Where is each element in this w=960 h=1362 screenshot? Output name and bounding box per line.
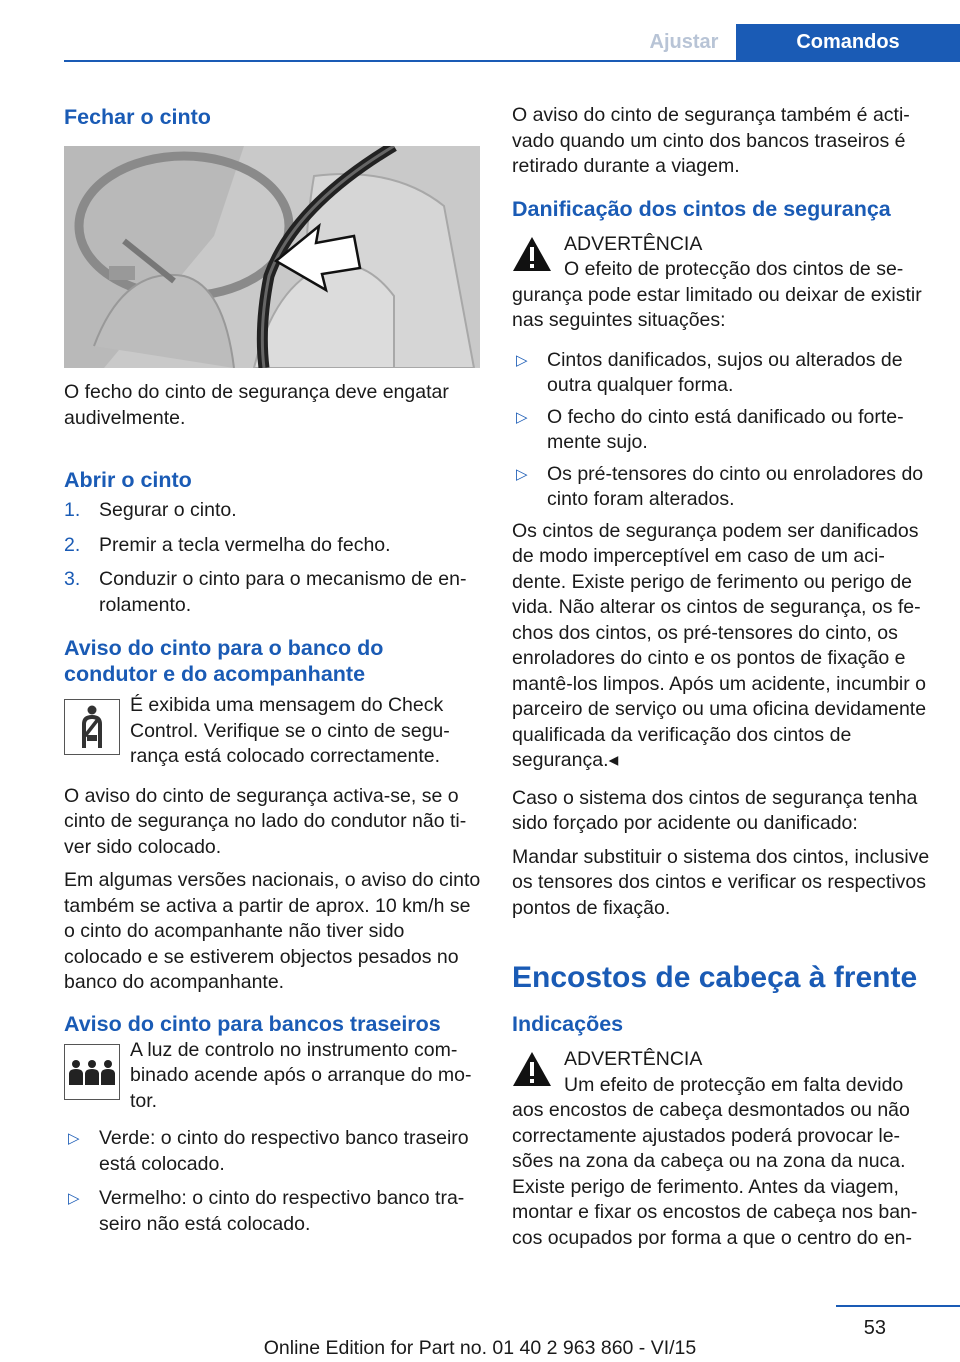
text-check-control: É exibida uma mensagem do Check Control. Verifique se o cinto de segurança está colocado correctamente. bbox=[130, 694, 450, 767]
bullet-text: Verde: o cinto do respectivo banco traseiro está colocado. bbox=[99, 1127, 469, 1175]
heading-indicacoes: Indicações bbox=[512, 1012, 624, 1036]
danificacao-situations-list bbox=[512, 348, 930, 513]
heading-aviso-traseiros: Aviso do cinto para bancos traseiros bbox=[64, 1011, 441, 1036]
step-text: Conduzir o cinto para o mecanismo de enrolamento. bbox=[99, 568, 467, 616]
list-item bbox=[64, 1126, 482, 1177]
heading-aviso-condutor: Aviso do cinto para o banco do condutor e do acompanhante bbox=[64, 636, 384, 686]
list-item bbox=[512, 462, 930, 513]
warning-title: ADVERTÊNCIA bbox=[564, 232, 703, 255]
bullet-text: Os pré-tensores do cinto ou enroladores do cinto foram alterados. bbox=[547, 462, 924, 510]
warning-triangle-icon bbox=[512, 236, 552, 272]
warning-text: O efeito de protecção dos cintos de segurança pode estar limitado ou deixar de existir nas seguintes situações: bbox=[512, 258, 922, 331]
text-luz-controlo: A luz de controlo no instrumento combinado acende após o arranque do motor. bbox=[130, 1038, 472, 1112]
warning-block-cintos bbox=[512, 232, 930, 334]
footer-rule bbox=[836, 1305, 960, 1307]
list-item bbox=[64, 533, 482, 559]
triangle-bullet-icon: ▷ bbox=[68, 1190, 80, 1207]
tab-ajustar[interactable]: Ajustar bbox=[649, 31, 719, 54]
rear-belt-status-list bbox=[64, 1126, 482, 1237]
list-item bbox=[64, 498, 482, 524]
list-item bbox=[512, 348, 930, 399]
tab-comandos[interactable]: Comandos bbox=[736, 24, 960, 62]
warning-title: ADVERTÊNCIA bbox=[564, 1048, 703, 1070]
footer-edition: Online Edition for Part no. 01 40 2 963 860 - VI/15 bbox=[263, 1337, 697, 1359]
text-fecho-engatar: O fecho do cinto de segurança deve engatar audivelmente. bbox=[64, 381, 449, 429]
heading-danificacao: Danificação dos cintos de segurança bbox=[512, 196, 891, 221]
warning-text: Um efeito de protecção em falta devido aos encostos de cabeça desmontados ou não correctamente ajustados poderá provocar lesões na zona da cabeça ou na zona da nuca. Existe perigo de ferimento. Antes da viagem, montar e fixar os encostos de cabeça nos bancos ocupados por forma a que o centro do en- bbox=[512, 1073, 918, 1249]
warning-triangle-icon bbox=[512, 1051, 552, 1087]
header-tabs bbox=[632, 24, 960, 62]
text-aviso-traseiros-viagem: O aviso do cinto de segurança também é activado quando um cinto dos bancos traseiros é retirado durante a viagem. bbox=[512, 104, 910, 177]
header-rule bbox=[64, 60, 960, 62]
warning-block-encostos bbox=[512, 1047, 930, 1251]
triangle-bullet-icon: ▷ bbox=[516, 351, 528, 369]
heading-fechar-cinto: Fechar o cinto bbox=[64, 105, 211, 129]
bullet-text: Vermelho: o cinto do respectivo banco traseiro não está colocado. bbox=[99, 1187, 465, 1235]
step-text: Segurar o cinto. bbox=[99, 499, 237, 521]
rear-seats-belt-icon bbox=[64, 1044, 120, 1100]
seatbelt-reminder-icon bbox=[64, 699, 120, 755]
triangle-bullet-icon: ▷ bbox=[516, 465, 528, 483]
list-item bbox=[64, 567, 482, 618]
page-number: 53 bbox=[863, 1317, 886, 1339]
heading-abrir-cinto: Abrir o cinto bbox=[64, 468, 192, 492]
text-cintos-danificados: Os cintos de segurança podem ser danificados de modo imperceptível em caso de um acidente. Existe perigo de ferimento ou perigo de vida. Não alterar os cintos de segurança, os fechos dos cintos, os pré-tensores do cinto, os enroladores do cinto e os pontos de fixação e mantê-los limpos. Após um acidente, incumbir o parceiro de serviço ou uma oficina devidamente qualificada da verificação dos cintos de segurança.◂ bbox=[512, 519, 927, 771]
left-column bbox=[64, 100, 482, 1237]
triangle-bullet-icon: ▷ bbox=[68, 1130, 80, 1147]
heading-encostos-cabeca: Encostos de cabeça à frente bbox=[512, 961, 918, 994]
step-number: 2. bbox=[64, 533, 81, 556]
step-number: 1. bbox=[64, 499, 81, 521]
text-mandar-substituir: Mandar substituir o sistema dos cintos, inclusive os tensores dos cintos e verificar os respectivos pontos de fixação. bbox=[512, 845, 930, 919]
step-number: 3. bbox=[64, 568, 81, 590]
rear-belt-note bbox=[64, 1038, 482, 1115]
text-caso-sistema: Caso o sistema dos cintos de segurança tenha sido forçado por acidente ou danificado: bbox=[512, 786, 918, 834]
triangle-bullet-icon: ▷ bbox=[516, 408, 528, 426]
right-column bbox=[512, 100, 930, 1251]
seatbelt-buckle-photo bbox=[64, 146, 480, 368]
steps-abrir-cinto bbox=[64, 498, 482, 618]
text-aviso-activa: O aviso do cinto de segurança activa-se, se o cinto de segurança no lado do condutor não tiver sido colocado. bbox=[64, 784, 467, 858]
check-control-note bbox=[64, 693, 482, 770]
list-item bbox=[64, 1186, 482, 1237]
seatbelt-buckle-illustration bbox=[64, 146, 480, 368]
bullet-text: O fecho do cinto está danificado ou fortemente sujo. bbox=[547, 405, 904, 453]
list-item bbox=[512, 405, 930, 456]
bullet-text: Cintos danificados, sujos ou alterados de outra qualquer forma. bbox=[547, 348, 903, 396]
step-text: Premir a tecla vermelha do fecho. bbox=[99, 533, 391, 556]
text-versoes-nacionais: Em algumas versões nacionais, o aviso do cinto também se activa a partir de aprox. 10 km/h se o cinto do acompanhante não tiver sido colocado e se estiverem objectos pesados no banco do acompanhante. bbox=[64, 869, 481, 993]
